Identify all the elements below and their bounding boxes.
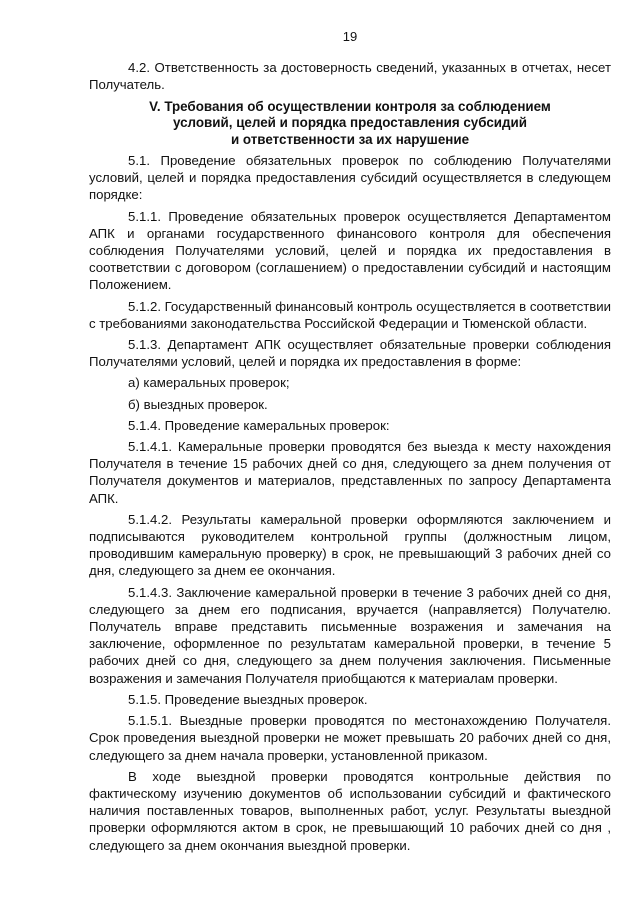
- paragraph-5-1-2: 5.1.2. Государственный финансовый контроль осуществляется в соответствии с требованиями законодательства Российской Федерации и Тюменской области.: [89, 298, 611, 331]
- paragraph-5-1-5: 5.1.5. Проведение выездных проверок.: [128, 691, 368, 707]
- section-heading-line: V. Требования об осуществлении контроля за соблюдением: [149, 98, 551, 114]
- list-item-a: а) камеральных проверок;: [128, 375, 290, 391]
- paragraph-5-1-4: 5.1.4. Проведение камеральных проверок:: [128, 417, 390, 433]
- page-number: 19: [342, 29, 358, 44]
- paragraph-field-inspection: В ходе выездной проверки проводятся контрольные действия по фактическому изучению документов об использовании субсидий и фактического наличия поставленных товаров, выполненных работ, услуг. Результаты выездной проверки оформляются актом в срок, не превышающий 10 рабочих дней со дня , следующего за днем окончания выездной проверки.: [89, 768, 611, 853]
- section-v-heading: [89, 99, 611, 149]
- paragraph-5-1-3: 5.1.3. Департамент АПК осуществляет обязательные проверки соблюдения Получателями условий, целей и порядка их предоставления в форме:: [89, 337, 611, 370]
- paragraph-5-1: 5.1. Проведение обязательных проверок по соблюдению Получателями условий, целей и порядка предоставления субсидий осуществляется в следующем порядке:: [89, 153, 611, 203]
- paragraph-5-1-4-3: 5.1.4.3. Заключение камеральной проверки в течение 3 рабочих дней со дня, следующего за днем его подписания, вручается (направляется) Получателю. Получатель вправе представить письменные возражения и замечания на заключение, оформленное по результатам камеральной проверки, в течение 5 рабочих дней со дня, следующего за днем получения заключения. Письменные возражения и замечания Получателя приобщаются к материалам проверки.: [89, 584, 611, 686]
- section-heading-line: условий, целей и порядка предоставления субсидий: [172, 115, 527, 131]
- paragraph-5-1-4-2: 5.1.4.2. Результаты камеральной проверки оформляются заключением и подписываются руководителем контрольной группы (должностным лицом, проводившим камеральную проверку) в срок, не превышающий 3 рабочих дней со дня, следующего за днем ее окончания.: [89, 511, 611, 579]
- paragraph-5-1-4-1: 5.1.4.1. Камеральные проверки проводятся без выезда к месту нахождения Получателя в течение 15 рабочих дней со дня, следующего за днем получения от Получателя документов и материалов, представленных по запросу Департамента АПК.: [89, 439, 611, 506]
- paragraph-5-1-5-1: 5.1.5.1. Выездные проверки проводятся по местонахождению Получателя. Срок проведения выездной проверки не может превышать 20 рабочих дней со дня, следующего за днем начала проверки, установленной приказом.: [89, 713, 611, 763]
- list-item-b: б) выездных проверок.: [128, 396, 268, 412]
- paragraph-4-2: 4.2. Ответственность за достоверность сведений, указанных в отчетах, несет Получатель.: [89, 60, 611, 93]
- document-page: [89, 28, 611, 854]
- section-heading-line: и ответственности за их нарушение: [230, 132, 470, 148]
- paragraph-5-1-1: 5.1.1. Проведение обязательных проверок осуществляется Департаментом АПК и органами государственного финансового контроля для обеспечения соблюдения Получателями условий, целей и порядка их предоставления в соответствии с договором (соглашением) о предоставлении субсидий и настоящим Положением.: [89, 208, 611, 293]
